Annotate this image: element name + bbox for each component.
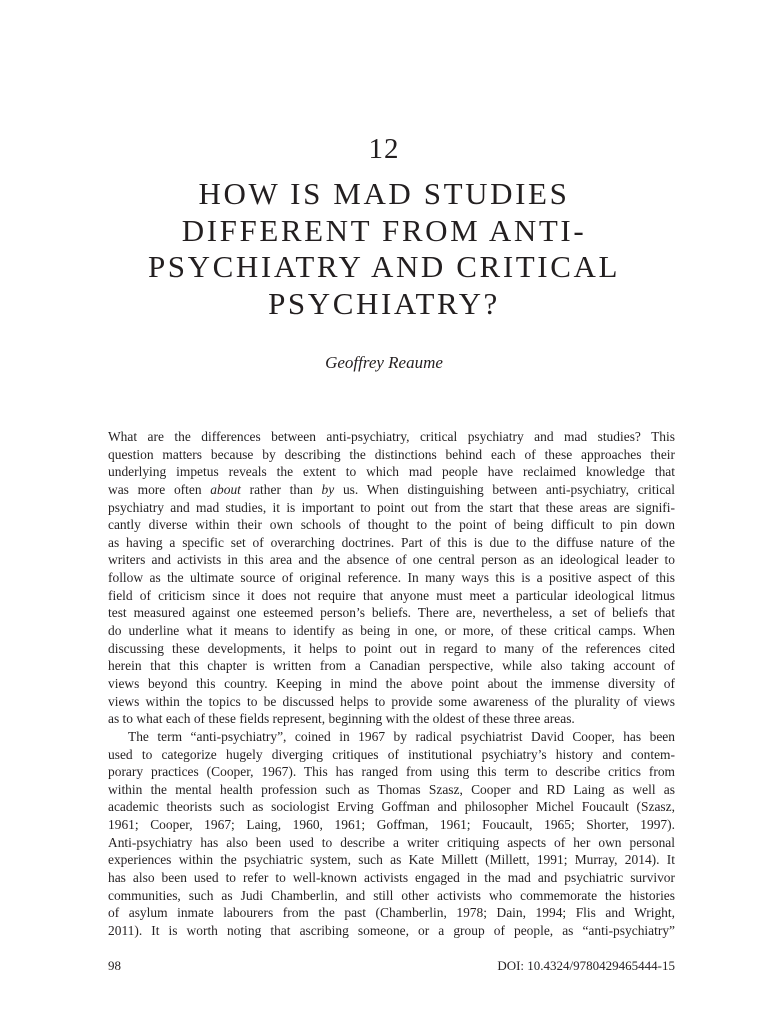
text-line: underlying impetus reveals the extent to which mad people have reclaimed knowledge that — [108, 464, 675, 480]
text-line: cantly diverse within their own schools of thought to the point of being difficult to pin down — [108, 517, 675, 533]
text-line: discussing these developments, it helps to point out in regard to many of the references cited — [108, 640, 675, 656]
text-line: test measured against one esteemed person’s beliefs. There are, nevertheless, a set of beliefs that — [108, 605, 675, 621]
emphasis: by — [321, 481, 335, 497]
chapter-title — [110, 176, 658, 322]
text-line: of asylum inmate labourers from the past (Chamberlin, 1978; Dain, 1994; Flis and Wright, — [108, 905, 675, 921]
chapter-title-line: PSYCHIATRY? — [268, 285, 500, 321]
text-line: views within the topics to be discussed helps to provide some awareness of the plurality of views — [108, 693, 675, 709]
text-line: within the mental health profession such as Thomas Szasz, Cooper and RD Laing as well as — [108, 781, 675, 797]
text-line: writers and activists in this area and the absence of one central person as an ideological leader to — [108, 552, 675, 568]
page-number: 98 — [108, 958, 121, 973]
text-line: communities, such as Judi Chamberlin, and still other activists who commemorate the histories — [108, 887, 675, 903]
text-line: herein that this chapter is written from a Canadian perspective, while also taking account of — [108, 658, 675, 674]
paragraph — [108, 428, 675, 728]
text-line: psychiatry and mad studies, it is important to point out from the start that these areas are signifi- — [108, 499, 675, 515]
text-line: porary practices (Cooper, 1967). This has ranged from using this term to describe critics from — [108, 764, 675, 780]
text-line: academic theorists such as sociologist Erving Goffman and philosopher Michel Foucault (Szasz, — [108, 799, 675, 815]
text-line: experiences within the psychiatric system, such as Kate Millett (Millett, 1991; Murray, 2014). It — [108, 852, 675, 868]
text-line: views beyond this country. Keeping in mind the above point about the immense diversity of — [108, 675, 675, 691]
emphasis: about — [210, 481, 241, 497]
text-line: What are the differences between anti-psychiatry, critical psychiatry and mad studies? This — [108, 429, 675, 444]
text-line: used to categorize hugely diverging critiques of institutional psychiatry’s history and contem- — [108, 746, 675, 762]
text-line: 1961; Cooper, 1967; Laing, 1960, 1961; Goffman, 1961; Foucault, 1965; Shorter, 1997). — [108, 817, 675, 833]
text-line: The term “anti-psychiatry”, coined in 1967 by radical psychiatrist David Cooper, has been — [128, 728, 675, 744]
chapter-number: 12 — [368, 133, 400, 165]
text-line: field of criticism since it does not require that anyone must meet a particular ideological litmus — [108, 587, 675, 603]
body-text — [108, 428, 675, 940]
chapter-title-line: HOW IS MAD STUDIES — [198, 176, 570, 211]
chapter-title-line: DIFFERENT FROM ANTI- — [181, 212, 587, 248]
doi-reference: DOI: 10.4324/9780429465444-15 — [497, 958, 675, 973]
text-line: question matters because by describing the distinctions behind each of these approaches their — [108, 446, 675, 462]
text-line: as to what each of these fields represent, beginning with the oldest of these three areas. — [108, 711, 575, 727]
text-line: as having a specific set of overarching doctrines. Part of this is due to the diffuse nature of the — [108, 534, 675, 550]
text-line: was more often about rather than by us. When distinguishing between anti-psychiatry, critical — [108, 481, 675, 497]
text-line: do underline what it means to identify as being in one, or more, of these critical camps. When — [108, 623, 675, 639]
author-name: Geoffrey Reaume — [325, 353, 443, 372]
text-line: follow as the ultimate source of original reference. In many ways this is a positive aspect of this — [108, 570, 675, 586]
text-line: 2011). It is worth noting that ascribing someone, or a group of people, as “anti-psychiatry” — [108, 922, 675, 938]
text-line: has also been used to refer to well-known activists engaged in the mad and psychiatric survivor — [108, 870, 675, 886]
chapter-title-line: PSYCHIATRY AND CRITICAL — [147, 249, 621, 284]
paragraph — [108, 728, 675, 940]
text-line: Anti-psychiatry has also been used to describe a writer critiquing aspects of her own personal — [108, 834, 675, 850]
